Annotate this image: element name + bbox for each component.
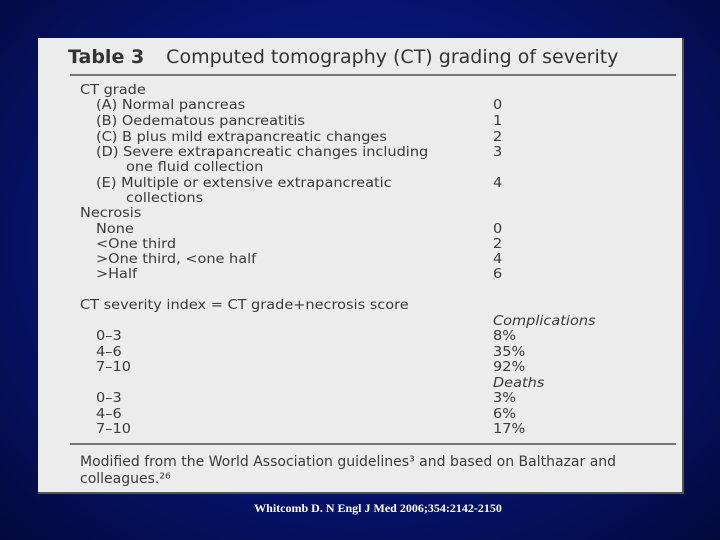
complication-range: 7–10 [96, 360, 131, 375]
necrosis-score: 4 [493, 252, 503, 267]
ct-grade-label: (E) Multiple or extensive extrapancreatic [96, 176, 392, 191]
table-row [38, 98, 682, 115]
ct-grade-label: one fluid collection [126, 160, 264, 175]
death-value: 6% [493, 407, 517, 422]
complication-range: 4–6 [96, 345, 122, 360]
complications-heading: Complications [493, 314, 596, 329]
table-title-text: Computed tomography (CT) grading of severity [166, 46, 619, 68]
citation: Whitcomb D. N Engl J Med 2006;354:2142-2150 [254, 501, 502, 515]
complication-value: 92% [493, 360, 526, 375]
necrosis-score: 0 [493, 222, 503, 237]
ct-grade-score: 4 [493, 176, 503, 191]
death-value: 17% [493, 422, 526, 437]
ct-grade-score: 2 [493, 130, 503, 145]
necrosis-score: 2 [493, 237, 503, 252]
necrosis-heading: Necrosis [80, 206, 142, 221]
necrosis-label: None [96, 222, 134, 237]
severity-index-row [38, 298, 682, 315]
table-row [38, 160, 682, 177]
ct-grade-score: 3 [493, 145, 503, 160]
ct-grade-label: (C) B plus mild extrapancreatic changes [96, 130, 387, 145]
table-title [68, 46, 618, 68]
table-image [38, 38, 684, 494]
footer-rule [70, 443, 676, 445]
table-row [38, 422, 682, 439]
ct-grade-label: (A) Normal pancreas [96, 98, 246, 113]
table-row [38, 391, 682, 408]
severity-index-label: CT severity index = CT grade+necrosis score [80, 298, 409, 313]
table-row [38, 360, 682, 377]
ct-grade-label: (B) Oedematous pancreatitis [96, 114, 305, 129]
necrosis-heading-row [38, 206, 682, 223]
necrosis-label: <One third [96, 237, 177, 252]
death-range: 0–3 [96, 391, 122, 406]
table-row [38, 329, 682, 346]
death-range: 7–10 [96, 422, 131, 437]
necrosis-score: 6 [493, 267, 503, 282]
complication-value: 35% [493, 345, 526, 360]
deaths-heading: Deaths [493, 376, 545, 391]
title-rule [70, 74, 676, 76]
table-row [38, 267, 682, 284]
death-value: 3% [493, 391, 517, 406]
ct-grade-score: 0 [493, 98, 503, 113]
complication-value: 8% [493, 329, 517, 344]
necrosis-label: >One third, <one half [96, 252, 257, 267]
ct-grade-score: 1 [493, 114, 503, 129]
table-row [38, 114, 682, 131]
necrosis-label: >Half [96, 267, 138, 282]
table-footnote: Modified from the World Association guidelines³ and based on Balthazar and colleagues.²⁶ [80, 454, 617, 487]
complication-range: 0–3 [96, 329, 122, 344]
table-number: Table 3 [68, 46, 145, 68]
ct-grade-heading: CT grade [80, 83, 146, 98]
ct-grade-label: collections [126, 191, 204, 206]
ct-grade-label: (D) Severe extrapancreatic changes including [96, 145, 429, 160]
death-range: 4–6 [96, 407, 122, 422]
